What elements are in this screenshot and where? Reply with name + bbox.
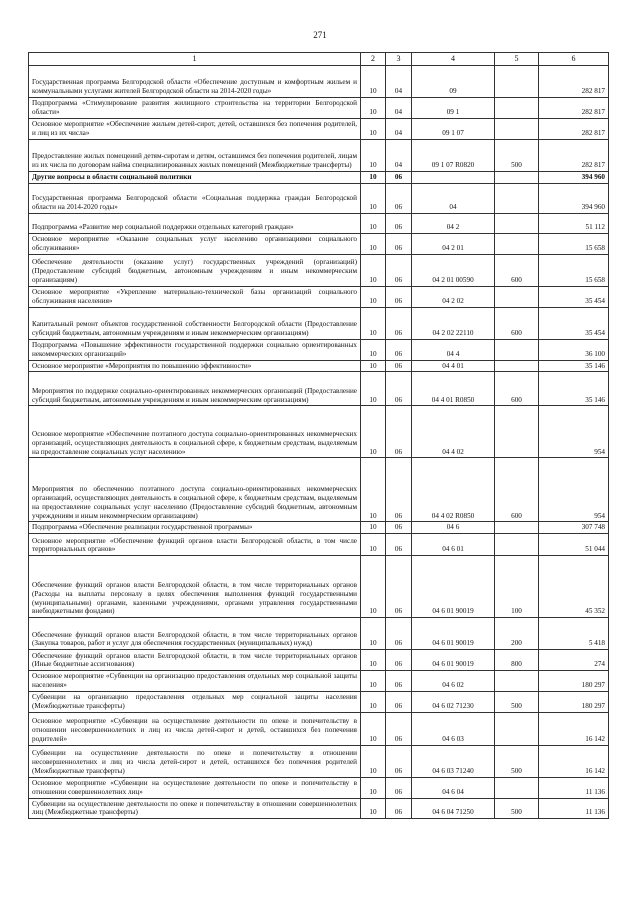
row-amount-cell: 11 136 [539, 777, 609, 798]
row-target-article-cell: 04 6 01 90019 [412, 618, 495, 650]
row-amount-cell: 282 817 [539, 97, 609, 118]
row-expense-type-cell [495, 118, 539, 139]
row-section-cell: 10 [361, 556, 386, 618]
row-amount-cell: 16 142 [539, 745, 609, 777]
row-target-article-cell: 09 1 [412, 97, 495, 118]
row-name-cell: Подпрограмма «Повышение эффективности государственной поддержки социально ориентированных некоммерческих организаций» [29, 339, 361, 360]
row-amount-cell: 35 146 [539, 372, 609, 406]
row-subsection-cell: 04 [386, 139, 412, 171]
row-target-article-cell: 04 6 01 [412, 534, 495, 556]
row-expense-type-cell [495, 777, 539, 798]
row-section-cell: 10 [361, 745, 386, 777]
row-name-cell: Основное мероприятие «Субвенции на осуществление деятельности по опеке и попечительству в отношении совершеннолетних лиц» [29, 777, 361, 798]
row-section-cell: 10 [361, 339, 386, 360]
row-target-article-cell: 09 1 07 [412, 118, 495, 139]
row-name-cell: Основное мероприятие «Укрепление материально-технической базы организаций социального обслуживания населения» [29, 286, 361, 307]
row-name-cell: Основное мероприятие «Обеспечение поэтапного доступа социально-ориентированных некоммерческих организаций, осуществляющих деятельность в социальной сфере, к бюджетным средствам, выделяемым на предоставление социальных услуг населению» [29, 406, 361, 458]
table-row [29, 691, 609, 712]
column-header: 2 [361, 53, 386, 66]
row-amount-cell: 35 454 [539, 307, 609, 339]
row-subsection-cell: 06 [386, 183, 412, 213]
row-expense-type-cell [495, 171, 539, 183]
table-row [29, 118, 609, 139]
row-subsection-cell: 06 [386, 360, 412, 372]
budget-table-sheet [28, 52, 608, 819]
row-section-cell: 10 [361, 777, 386, 798]
table-row [29, 183, 609, 213]
row-amount-cell: 954 [539, 458, 609, 522]
row-name-cell: Обеспечение деятельности (оказание услуг) государственных учреждений (организаций) (Предоставление субсидий бюджетным, автономным учреждениям и иным некоммерческим организациям) [29, 254, 361, 286]
row-expense-type-cell: 100 [495, 556, 539, 618]
row-subsection-cell: 06 [386, 171, 412, 183]
row-section-cell: 10 [361, 691, 386, 712]
row-target-article-cell [412, 171, 495, 183]
row-name-cell: Подпрограмма «Обеспечение реализации государственной программы» [29, 522, 361, 534]
row-amount-cell: 36 100 [539, 339, 609, 360]
row-target-article-cell: 04 2 01 [412, 233, 495, 254]
table-row [29, 171, 609, 183]
row-subsection-cell: 06 [386, 745, 412, 777]
row-expense-type-cell [495, 360, 539, 372]
row-section-cell: 10 [361, 286, 386, 307]
row-subsection-cell: 06 [386, 618, 412, 650]
table-row [29, 556, 609, 618]
table-row [29, 65, 609, 97]
row-section-cell: 10 [361, 372, 386, 406]
row-amount-cell: 307 748 [539, 522, 609, 534]
row-subsection-cell: 06 [386, 458, 412, 522]
row-expense-type-cell: 200 [495, 618, 539, 650]
row-expense-type-cell [495, 183, 539, 213]
table-row [29, 745, 609, 777]
row-target-article-cell: 04 [412, 183, 495, 213]
row-target-article-cell: 04 4 02 R0850 [412, 458, 495, 522]
row-target-article-cell: 04 2 [412, 213, 495, 233]
row-name-cell: Основное мероприятие «Оказание социальных услуг населению организациями социального обслуживания» [29, 233, 361, 254]
row-subsection-cell: 06 [386, 213, 412, 233]
table-row [29, 339, 609, 360]
row-amount-cell: 45 352 [539, 556, 609, 618]
row-section-cell: 10 [361, 360, 386, 372]
row-amount-cell: 51 044 [539, 534, 609, 556]
row-expense-type-cell: 600 [495, 307, 539, 339]
row-amount-cell: 5 418 [539, 618, 609, 650]
row-expense-type-cell: 600 [495, 458, 539, 522]
row-section-cell: 10 [361, 458, 386, 522]
row-amount-cell: 282 817 [539, 139, 609, 171]
row-expense-type-cell [495, 712, 539, 745]
row-name-cell: Обеспечение функций органов власти Белгородской области, в том числе территориальных органов (Иные бюджетные ассигнования) [29, 650, 361, 671]
row-target-article-cell: 04 6 01 90019 [412, 650, 495, 671]
row-amount-cell: 51 112 [539, 213, 609, 233]
row-subsection-cell: 06 [386, 556, 412, 618]
row-name-cell: Основное мероприятие «Субвенции на осуществление деятельности по опеке и попечительству в отношении несовершеннолетних и лиц из числа детей-сирот и детей, оставшихся без попечения родителей» [29, 712, 361, 745]
column-header: 5 [495, 53, 539, 66]
table-row [29, 97, 609, 118]
row-section-cell: 10 [361, 233, 386, 254]
row-subsection-cell: 06 [386, 254, 412, 286]
row-section-cell: 10 [361, 671, 386, 692]
table-row [29, 213, 609, 233]
table-row [29, 360, 609, 372]
row-name-cell: Государственная программа Белгородской области «Обеспечение доступным и комфортным жильем и коммунальными услугами жителей Белгородской области на 2014-2020 годы» [29, 65, 361, 97]
row-subsection-cell: 06 [386, 798, 412, 819]
row-subsection-cell: 06 [386, 777, 412, 798]
row-target-article-cell: 04 6 01 90019 [412, 556, 495, 618]
row-subsection-cell: 06 [386, 233, 412, 254]
row-amount-cell: 15 658 [539, 254, 609, 286]
row-subsection-cell: 06 [386, 712, 412, 745]
row-subsection-cell: 06 [386, 650, 412, 671]
row-amount-cell: 394 960 [539, 171, 609, 183]
row-expense-type-cell [495, 213, 539, 233]
row-section-cell: 10 [361, 650, 386, 671]
row-expense-type-cell [495, 522, 539, 534]
row-name-cell: Другие вопросы в области социальной политики [29, 171, 361, 183]
row-target-article-cell: 04 4 [412, 339, 495, 360]
row-subsection-cell: 04 [386, 65, 412, 97]
table-row [29, 458, 609, 522]
page-number: 271 [313, 30, 327, 40]
row-target-article-cell: 04 6 02 71230 [412, 691, 495, 712]
row-expense-type-cell: 600 [495, 254, 539, 286]
row-expense-type-cell: 500 [495, 798, 539, 819]
row-name-cell: Капитальный ремонт объектов государственной собственности Белгородской области (Предоставление субсидий бюджетным, автономным учреждениям и иным некоммерческим организациям) [29, 307, 361, 339]
row-expense-type-cell [495, 339, 539, 360]
row-expense-type-cell [495, 97, 539, 118]
table-row [29, 233, 609, 254]
row-target-article-cell: 04 6 [412, 522, 495, 534]
row-target-article-cell: 04 2 02 [412, 286, 495, 307]
table-body [29, 65, 609, 818]
row-amount-cell: 35 146 [539, 360, 609, 372]
row-name-cell: Основное мероприятие «Обеспечение жильем детей-сирот, детей, оставшихся без попечения родителей, и лиц из их числа» [29, 118, 361, 139]
row-expense-type-cell: 800 [495, 650, 539, 671]
row-name-cell: Обеспечение функций органов власти Белгородской области, в том числе территориальных органов (Расходы на выплаты персоналу в целях обеспечения выполнения функций государственными (муниципальными) органами, казенными учреждениями, органами управления государственными внебюджетными фондами) [29, 556, 361, 618]
row-expense-type-cell [495, 286, 539, 307]
row-subsection-cell: 06 [386, 406, 412, 458]
table-row [29, 777, 609, 798]
table-row [29, 372, 609, 406]
table-header-row [29, 53, 609, 66]
row-expense-type-cell: 500 [495, 139, 539, 171]
row-section-cell: 10 [361, 118, 386, 139]
row-subsection-cell: 06 [386, 339, 412, 360]
row-name-cell: Мероприятия по обеспечению поэтапного доступа социально-ориентированных некоммерческих организаций, осуществляющих деятельность в социальной сфере, к бюджетным средствам, выделяемым на предоставление социальных услуг населению (Предоставление субсидий бюджетным, автономным учреждениям и иным некоммерческим организациям) [29, 458, 361, 522]
row-amount-cell: 954 [539, 406, 609, 458]
row-name-cell: Основное мероприятие «Обеспечение функций органов власти Белгородской области, в том числе территориальных органов» [29, 534, 361, 556]
table-row [29, 307, 609, 339]
row-section-cell: 10 [361, 798, 386, 819]
row-target-article-cell: 09 [412, 65, 495, 97]
row-subsection-cell: 06 [386, 307, 412, 339]
row-expense-type-cell [495, 534, 539, 556]
table-row [29, 254, 609, 286]
table-row [29, 522, 609, 534]
row-target-article-cell: 04 4 02 [412, 406, 495, 458]
row-subsection-cell: 06 [386, 522, 412, 534]
row-target-article-cell: 04 6 04 [412, 777, 495, 798]
row-amount-cell: 180 297 [539, 691, 609, 712]
row-subsection-cell: 04 [386, 97, 412, 118]
row-section-cell: 10 [361, 712, 386, 745]
row-section-cell: 10 [361, 213, 386, 233]
row-name-cell: Субвенции на осуществление деятельности по опеке и попечительству в отношении совершеннолетних лиц (Межбюджетные трансферты) [29, 798, 361, 819]
row-section-cell: 10 [361, 534, 386, 556]
row-name-cell: Основное мероприятие «Мероприятия по повышению эффективности» [29, 360, 361, 372]
column-header: 6 [539, 53, 609, 66]
row-target-article-cell: 04 4 01 R0850 [412, 372, 495, 406]
table-row [29, 618, 609, 650]
table-row [29, 798, 609, 819]
row-subsection-cell: 06 [386, 671, 412, 692]
row-section-cell: 10 [361, 183, 386, 213]
row-target-article-cell: 04 2 01 00590 [412, 254, 495, 286]
row-name-cell: Предоставление жилых помещений детям-сиротам и детям, оставшимся без попечения родителей, лицам из их числа по договорам найма специализированных жилых помещений (Межбюджетные трансферты) [29, 139, 361, 171]
row-amount-cell: 11 136 [539, 798, 609, 819]
column-header: 1 [29, 53, 361, 66]
row-expense-type-cell: 600 [495, 372, 539, 406]
row-target-article-cell: 04 4 01 [412, 360, 495, 372]
row-subsection-cell: 06 [386, 691, 412, 712]
row-amount-cell: 16 142 [539, 712, 609, 745]
row-name-cell: Субвенции на организацию предоставления отдельных мер социальной защиты населения (Межбюджетные трансферты) [29, 691, 361, 712]
row-target-article-cell: 04 2 02 22110 [412, 307, 495, 339]
row-section-cell: 10 [361, 97, 386, 118]
row-name-cell: Основное мероприятие «Субвенции на организацию предоставления отдельных мер социальной защиты населения» [29, 671, 361, 692]
row-name-cell: Подпрограмма «Стимулирование развития жилищного строительства на территории Белгородской области» [29, 97, 361, 118]
row-section-cell: 10 [361, 65, 386, 97]
row-expense-type-cell [495, 65, 539, 97]
row-section-cell: 10 [361, 618, 386, 650]
row-subsection-cell: 06 [386, 286, 412, 307]
row-amount-cell: 15 658 [539, 233, 609, 254]
row-section-cell: 10 [361, 139, 386, 171]
row-name-cell: Обеспечение функций органов власти Белгородской области, в том числе территориальных органов (Закупка товаров, работ и услуг для обеспечения государственных (муниципальных) нужд) [29, 618, 361, 650]
table-row [29, 534, 609, 556]
row-amount-cell: 394 960 [539, 183, 609, 213]
row-section-cell: 10 [361, 171, 386, 183]
row-amount-cell: 274 [539, 650, 609, 671]
row-expense-type-cell: 500 [495, 691, 539, 712]
row-name-cell: Субвенции на осуществление деятельности по опеке и попечительству в отношении несовершеннолетних и лиц из числа детей-сирот и детей, оставшихся без попечения родителей (Межбюджетные трансферты) [29, 745, 361, 777]
table-row [29, 671, 609, 692]
row-name-cell: Мероприятия по поддержке социально-ориентированных некоммерческих организаций (Предоставление субсидий бюджетным, автономным учреждениям и иным некоммерческим организациям) [29, 372, 361, 406]
row-target-article-cell: 04 6 03 71240 [412, 745, 495, 777]
row-expense-type-cell [495, 671, 539, 692]
row-amount-cell: 282 817 [539, 118, 609, 139]
row-amount-cell: 282 817 [539, 65, 609, 97]
row-target-article-cell: 04 6 03 [412, 712, 495, 745]
row-subsection-cell: 06 [386, 534, 412, 556]
table-row [29, 650, 609, 671]
row-target-article-cell: 04 6 02 [412, 671, 495, 692]
column-header: 3 [386, 53, 412, 66]
row-name-cell: Государственная программа Белгородской области «Социальная поддержка граждан Белгородской области на 2014-2020 годы» [29, 183, 361, 213]
row-expense-type-cell [495, 406, 539, 458]
row-amount-cell: 180 297 [539, 671, 609, 692]
table-row [29, 712, 609, 745]
row-section-cell: 10 [361, 522, 386, 534]
row-expense-type-cell: 500 [495, 745, 539, 777]
row-section-cell: 10 [361, 254, 386, 286]
row-amount-cell: 35 454 [539, 286, 609, 307]
row-subsection-cell: 04 [386, 118, 412, 139]
row-section-cell: 10 [361, 307, 386, 339]
row-target-article-cell: 09 1 07 R0820 [412, 139, 495, 171]
table-row [29, 286, 609, 307]
row-name-cell: Подпрограмма «Развитие мер социальной поддержки отдельных категорий граждан» [29, 213, 361, 233]
budget-table [28, 52, 609, 819]
table-row [29, 139, 609, 171]
row-expense-type-cell [495, 233, 539, 254]
column-header: 4 [412, 53, 495, 66]
row-subsection-cell: 06 [386, 372, 412, 406]
row-section-cell: 10 [361, 406, 386, 458]
table-row [29, 406, 609, 458]
row-target-article-cell: 04 6 04 71250 [412, 798, 495, 819]
